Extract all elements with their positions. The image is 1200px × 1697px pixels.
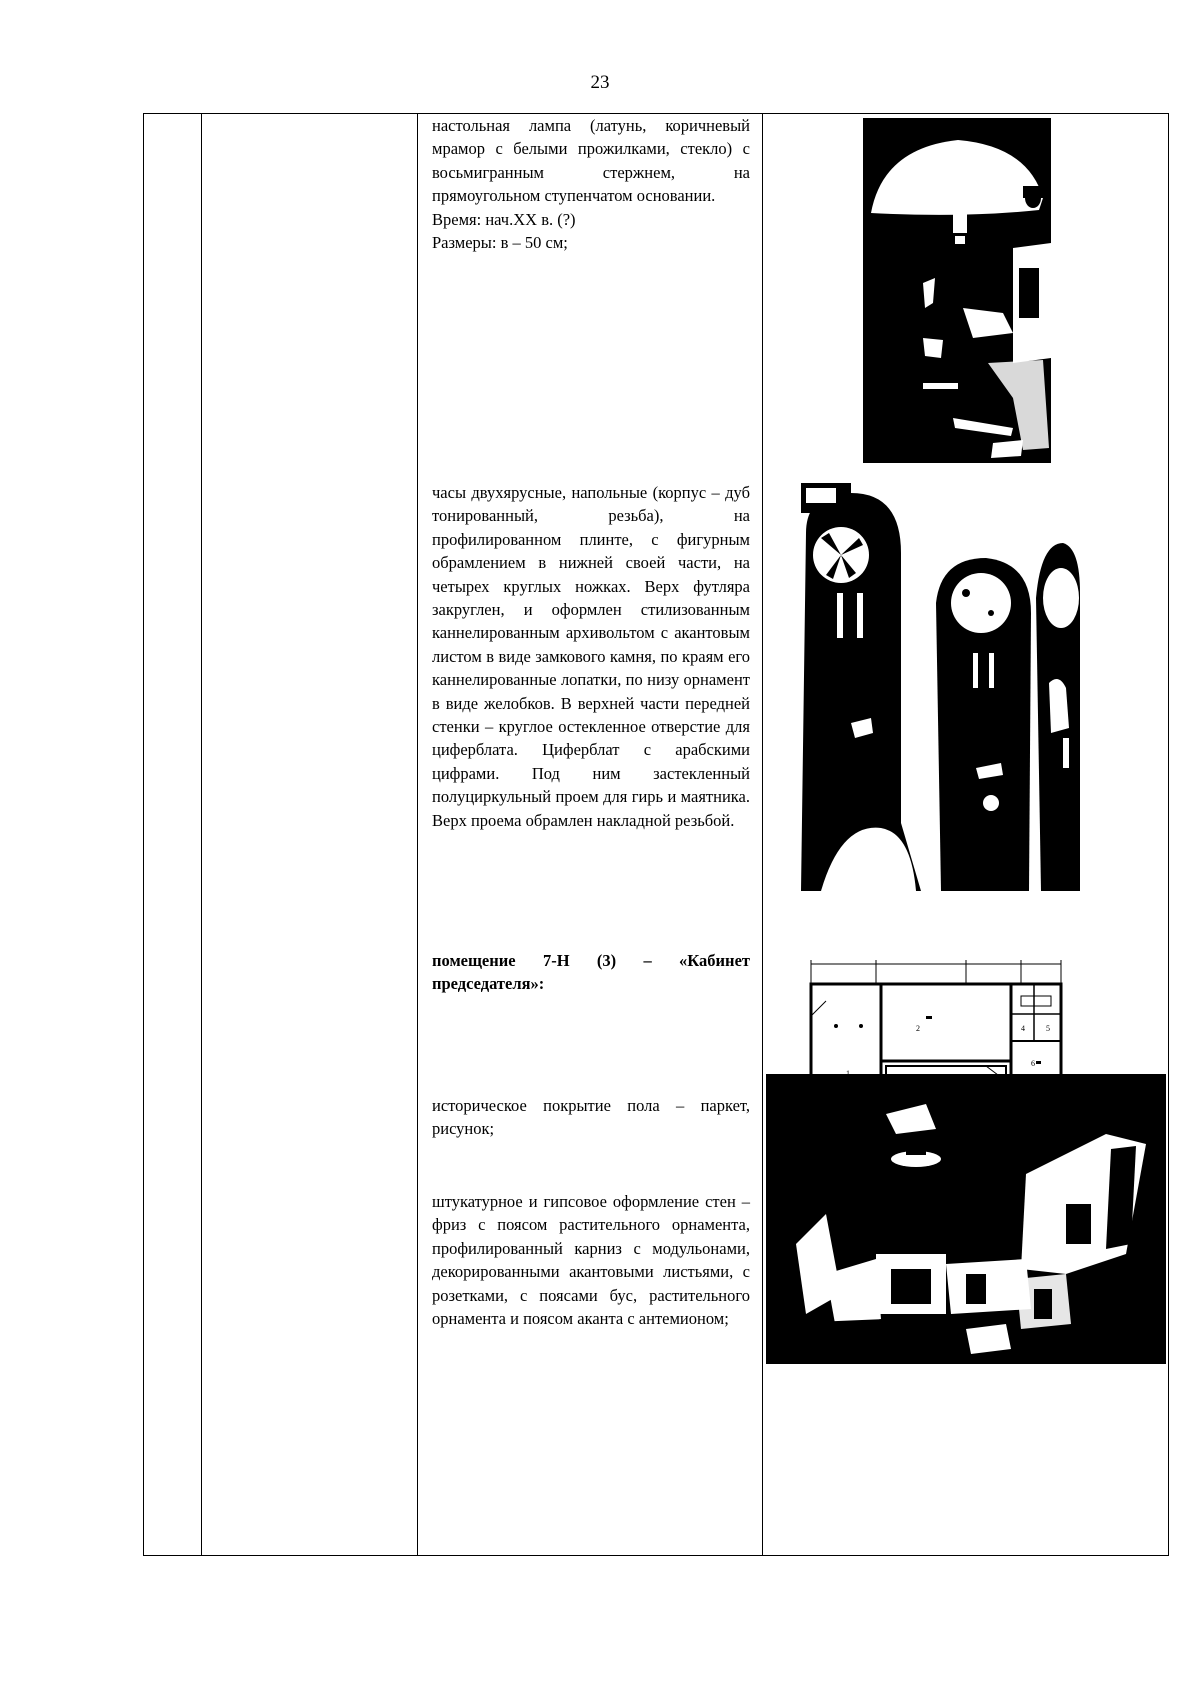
room-heading-text: помещение 7-Н (3) – «Кабинет председателя»:: [432, 951, 750, 994]
plan-label-4: 4: [1021, 1024, 1025, 1033]
column-divider-2: [417, 114, 418, 1555]
lamp-photo-image: [863, 118, 1051, 463]
lamp-description: [432, 114, 750, 254]
clock-photo-image: [801, 483, 1080, 891]
walls-description: [432, 1190, 750, 1330]
floor-text: историческое покрытие пола – паркет, рисунок;: [432, 1096, 750, 1139]
room-heading: [432, 949, 750, 996]
room-photo: [766, 1074, 1166, 1364]
plan-label-5: 5: [1046, 1024, 1050, 1033]
column-divider-1: [201, 114, 202, 1555]
plan-label-6: 6: [1031, 1059, 1035, 1068]
plan-label-2: 2: [916, 1024, 920, 1033]
lamp-size: Размеры: в – 50 см;: [432, 233, 568, 253]
lamp-text: настольная лампа (латунь, коричневый мрамор с белыми прожилками, стекло) с восьмигранным стержнем, на прямоугольном ступенчатом основании.: [432, 116, 750, 206]
page-number: 23: [590, 72, 610, 93]
clock-description: [432, 481, 750, 832]
column-divider-3: [762, 114, 763, 1555]
clock-text: часы двухярусные, напольные (корпус – дуб тонированный, резьба), на профилированном плинте, с фигурным обрамлением в нижней своей части, на четырех круглых ножках. Верх футляра закруглен, и оформлен стилизованным каннелированным архивольтом с акантовым листом в виде замкового камня, по краям его каннелированные лопатки, по низу орнамент в виде желобков. В верхней части передней стенки – круглое остекленное отверстие для циферблата. Циферблат с арабскими цифрами. Под ним застекленный полуциркульный проем для гирь и маятника. Верх проема обрамлен накладной резьбой.: [432, 483, 750, 830]
floor-description: [432, 1094, 750, 1141]
lamp-photo: [863, 118, 1051, 463]
inventory-table: [143, 113, 1169, 1556]
walls-text: штукатурное и гипсовое оформление стен – фриз с поясом растительного орнамента, профилированный карниз с модульонами, декорированными акантовыми листьями, с розетками, с поясами бус, растительного орнамента и поясом аканта с антемионом;: [432, 1192, 750, 1329]
clock-photo: [801, 483, 1080, 891]
lamp-time: Время: нач.XX в. (?): [432, 209, 576, 229]
room-photo-image: [766, 1074, 1166, 1364]
